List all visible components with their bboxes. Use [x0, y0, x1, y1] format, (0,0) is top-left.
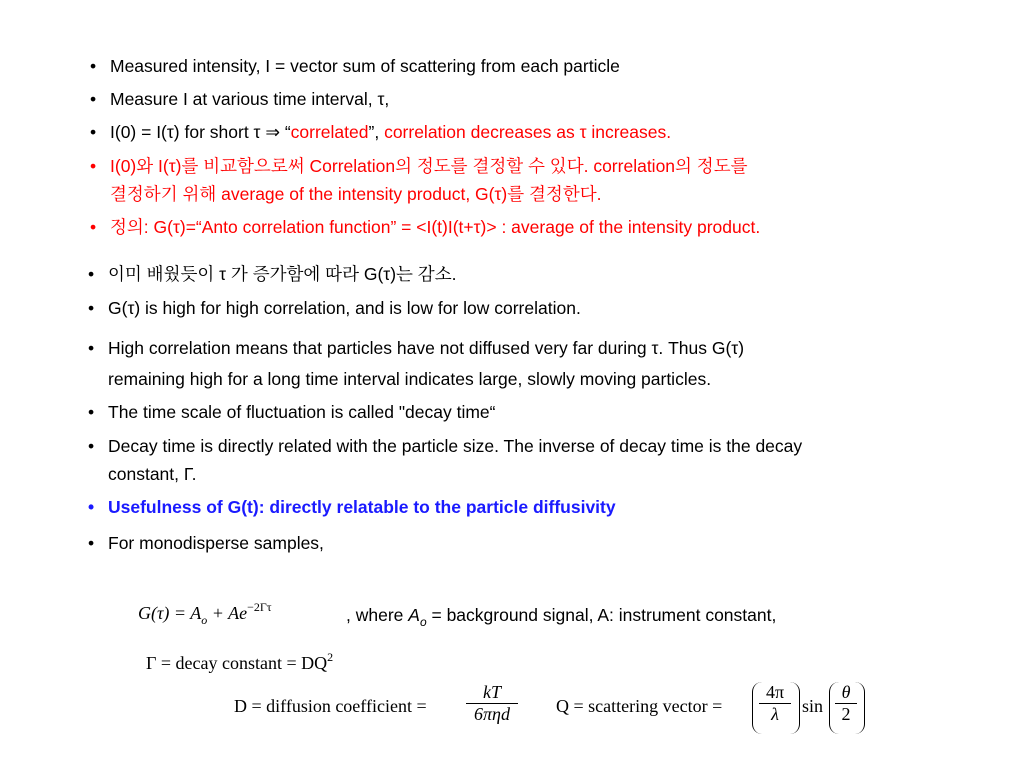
bullet-3: • I(0) = I(τ) for short τ ⇒ “correlated”, correlation decreases as τ increases. — [90, 122, 672, 142]
bullet-3-mid: ”, — [368, 122, 385, 142]
bullet-8-line2: remaining high for a long time interval indicates large, slowly moving particles. — [108, 369, 712, 389]
eq1-where-rest: = background signal, A: instrument constant, — [426, 605, 777, 625]
bullet-5-text: 정의: G(τ)=“Anto correlation function” = <I(t)I(t+τ)> : average of the intensity product. — [110, 217, 761, 237]
bullet-8-line1: High correlation means that particles have not diffused very far during τ. Thus G(τ) — [108, 338, 745, 358]
bullet-8: • High correlation means that particles have not diffused very far during τ. Thus G(τ) — [88, 338, 745, 358]
bullet-4-cont — [110, 180, 602, 208]
eq1-where-sub: o — [419, 615, 427, 629]
bullet-12: • For monodisperse samples, — [88, 533, 324, 553]
eq4-denominator-2: 2 — [841, 704, 851, 724]
bullet-4: • I(0)와 I(τ)를 비교함으로써 Correlation의 정도를 결정할 수 있다. correlation의 정도를 — [90, 156, 748, 176]
equation-3-lhs: D = diffusion coefficient = — [234, 696, 427, 716]
eq4-numerator: 4π — [765, 682, 785, 702]
bullet-3-correlated: correlated — [290, 122, 369, 142]
bullet-11: • Usefulness of G(t): directly relatable to the particle diffusivity — [88, 497, 616, 517]
bullet-10-line2: constant, Γ. — [108, 464, 197, 484]
bullet-5: • 정의: G(τ)=“Anto correlation function” = <I(t)I(t+τ)> : average of the intensity product. — [90, 217, 761, 237]
equation-4-lhs: Q = scattering vector = — [556, 696, 723, 716]
bullet-7: • G(τ) is high for high correlation, and is low for low correlation. — [88, 298, 581, 318]
bullet-6-text: 이미 배웠듯이 τ 가 증가함에 따라 G(τ)는 감소. — [108, 264, 457, 284]
bullet-2-text: Measure I at various time interval, τ, — [110, 89, 390, 109]
bullet-4-line2: 결정하기 위해 average of the intensity product, G(τ)를 결정한다. — [110, 184, 602, 204]
bullet-10-line1: Decay time is directly related with the particle size. The inverse of decay time is the decay — [108, 436, 803, 456]
bullet-3-red: correlation decreases as τ increases. — [384, 122, 672, 142]
bullet-6: • 이미 배웠듯이 τ 가 증가함에 따라 G(τ)는 감소. — [88, 264, 457, 284]
eq1-where-A: A — [408, 605, 420, 625]
bullet-9: • The time scale of fluctuation is called "decay time“ — [88, 402, 496, 422]
equation-4-fraction-1 — [759, 682, 791, 725]
eq3-denominator: 6πηd — [474, 704, 510, 724]
equation-1-where — [346, 601, 776, 636]
bullet-4-line1: I(0)와 I(τ)를 비교함으로써 Correlation의 정도를 결정할 수 있다. correlation의 정도를 — [110, 156, 748, 176]
eq1-sub: o — [201, 613, 208, 627]
bullet-12-text: For monodisperse samples, — [108, 533, 324, 553]
eq4-sin: sin — [802, 696, 824, 716]
bullet-8-cont — [108, 365, 711, 393]
eq1-where-prefix: , where — [346, 605, 409, 625]
bullet-10-cont — [108, 460, 196, 488]
bullet-10: • Decay time is directly related with the particle size. The inverse of decay time is the decay — [88, 436, 803, 456]
bullet-11-text: Usefulness of G(t): directly relatable to the particle diffusivity — [108, 497, 616, 517]
equation-3-fraction — [466, 682, 518, 725]
bullet-1: • Measured intensity, I = vector sum of scattering from each particle — [90, 56, 620, 76]
equation-4-fraction-2 — [835, 682, 857, 725]
eq4-numerator-2: θ — [841, 682, 851, 702]
eq4-denominator: λ — [771, 704, 779, 724]
bullet-3-prefix: I(0) = I(τ) for short τ ⇒ “ — [110, 122, 291, 142]
bullet-7-text: G(τ) is high for high correlation, and is low for low correlation. — [108, 298, 581, 318]
eq2-text: Γ = decay constant = DQ — [146, 653, 328, 673]
equation-1 — [138, 600, 272, 628]
eq1-plus: + Ae — [207, 603, 248, 623]
eq2-exp: 2 — [327, 650, 334, 664]
eq1-exp: −2Γτ — [247, 600, 272, 614]
bullet-1-text: Measured intensity, I = vector sum of scattering from each particle — [110, 56, 620, 76]
bullet-2: • Measure I at various time interval, τ, — [90, 89, 390, 109]
bullet-9-text: The time scale of fluctuation is called "decay time“ — [108, 402, 496, 422]
eq1-lhs: G(τ) = A — [138, 603, 202, 623]
equation-2 — [146, 650, 333, 674]
eq3-numerator: kT — [483, 682, 501, 702]
